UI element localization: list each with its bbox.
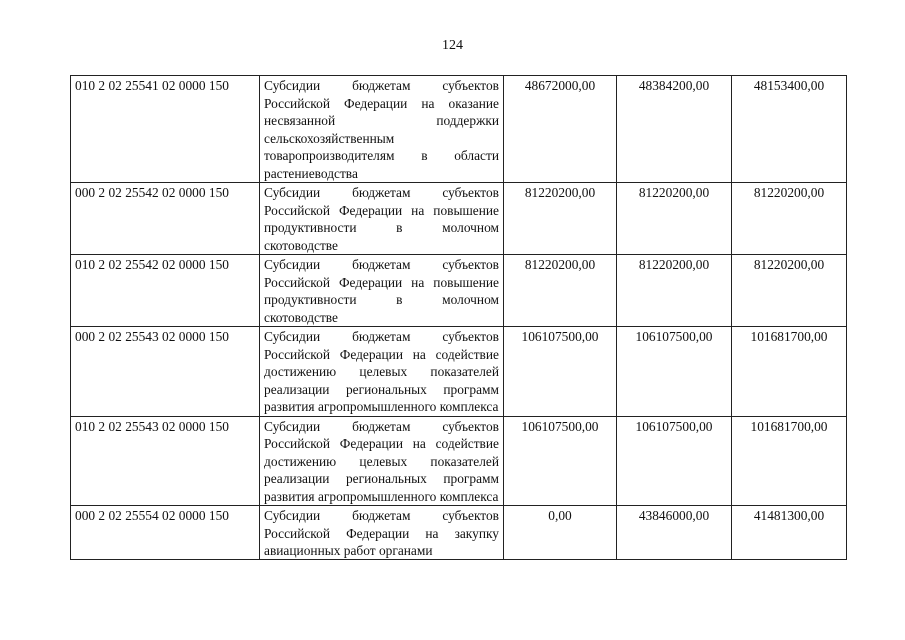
table-row (71, 76, 847, 183)
budget-code-cell: 000 2 02 25542 02 0000 150 (71, 183, 260, 255)
description-cell (260, 506, 504, 560)
table-row (71, 183, 847, 255)
description-cell: Субсидии бюджетам субъектов Российской Федерации на повышение продуктивности в молочном скотоводстве (260, 255, 504, 327)
page-number: 124 (442, 38, 463, 53)
budget-code-cell: 000 2 02 25554 02 0000 150 (71, 506, 260, 560)
amount-year-3-cell: 81220200,00 (732, 183, 847, 255)
amount-year-1-cell: 81220200,00 (504, 255, 617, 327)
description-cell: Субсидии бюджетам субъектов Российской Федерации на содействие достижению целевых показателей реализации региональных программ развития агропромышленного комплекса (260, 327, 504, 417)
budget-code-cell: 000 2 02 25543 02 0000 150 (71, 327, 260, 417)
table-row (71, 327, 847, 417)
budget-code-cell: 010 2 02 25541 02 0000 150 (71, 76, 260, 183)
amount-year-3-cell: 101681700,00 (732, 327, 847, 417)
amount-year-1-cell: 106107500,00 (504, 416, 617, 506)
amount-year-2-cell: 81220200,00 (617, 255, 732, 327)
budget-revenue-table (70, 75, 847, 560)
amount-year-2-cell: 81220200,00 (617, 183, 732, 255)
amount-year-1-cell: 81220200,00 (504, 183, 617, 255)
description-cell: Субсидии бюджетам субъектов Российской Федерации на оказание несвязанной поддержки сельскохозяйственным товаропроизводителям в области растениеводства (260, 76, 504, 183)
budget-code-cell: 010 2 02 25543 02 0000 150 (71, 416, 260, 506)
description-cell: Субсидии бюджетам субъектов Российской Федерации на содействие достижению целевых показателей реализации региональных программ развития агропромышленного комплекса (260, 416, 504, 506)
amount-year-2-cell: 106107500,00 (617, 327, 732, 417)
amount-year-1-cell: 106107500,00 (504, 327, 617, 417)
amount-year-3-cell: 48153400,00 (732, 76, 847, 183)
amount-year-3-cell: 81220200,00 (732, 255, 847, 327)
amount-year-2-cell: 48384200,00 (617, 76, 732, 183)
table-row (71, 255, 847, 327)
table-row (71, 506, 847, 560)
budget-code-cell: 010 2 02 25542 02 0000 150 (71, 255, 260, 327)
amount-year-1-cell: 48672000,00 (504, 76, 617, 183)
description-text: Субсидии бюджетам субъектов Российской Федерации на закупку авиационных работ органами (264, 508, 499, 558)
description-cell: Субсидии бюджетам субъектов Российской Федерации на повышение продуктивности в молочном скотоводстве (260, 183, 504, 255)
amount-year-2-cell: 43846000,00 (617, 506, 732, 560)
amount-year-1-cell: 0,00 (504, 506, 617, 560)
table-row (71, 416, 847, 506)
amount-year-2-cell: 106107500,00 (617, 416, 732, 506)
amount-year-3-cell: 101681700,00 (732, 416, 847, 506)
amount-year-3-cell: 41481300,00 (732, 506, 847, 560)
